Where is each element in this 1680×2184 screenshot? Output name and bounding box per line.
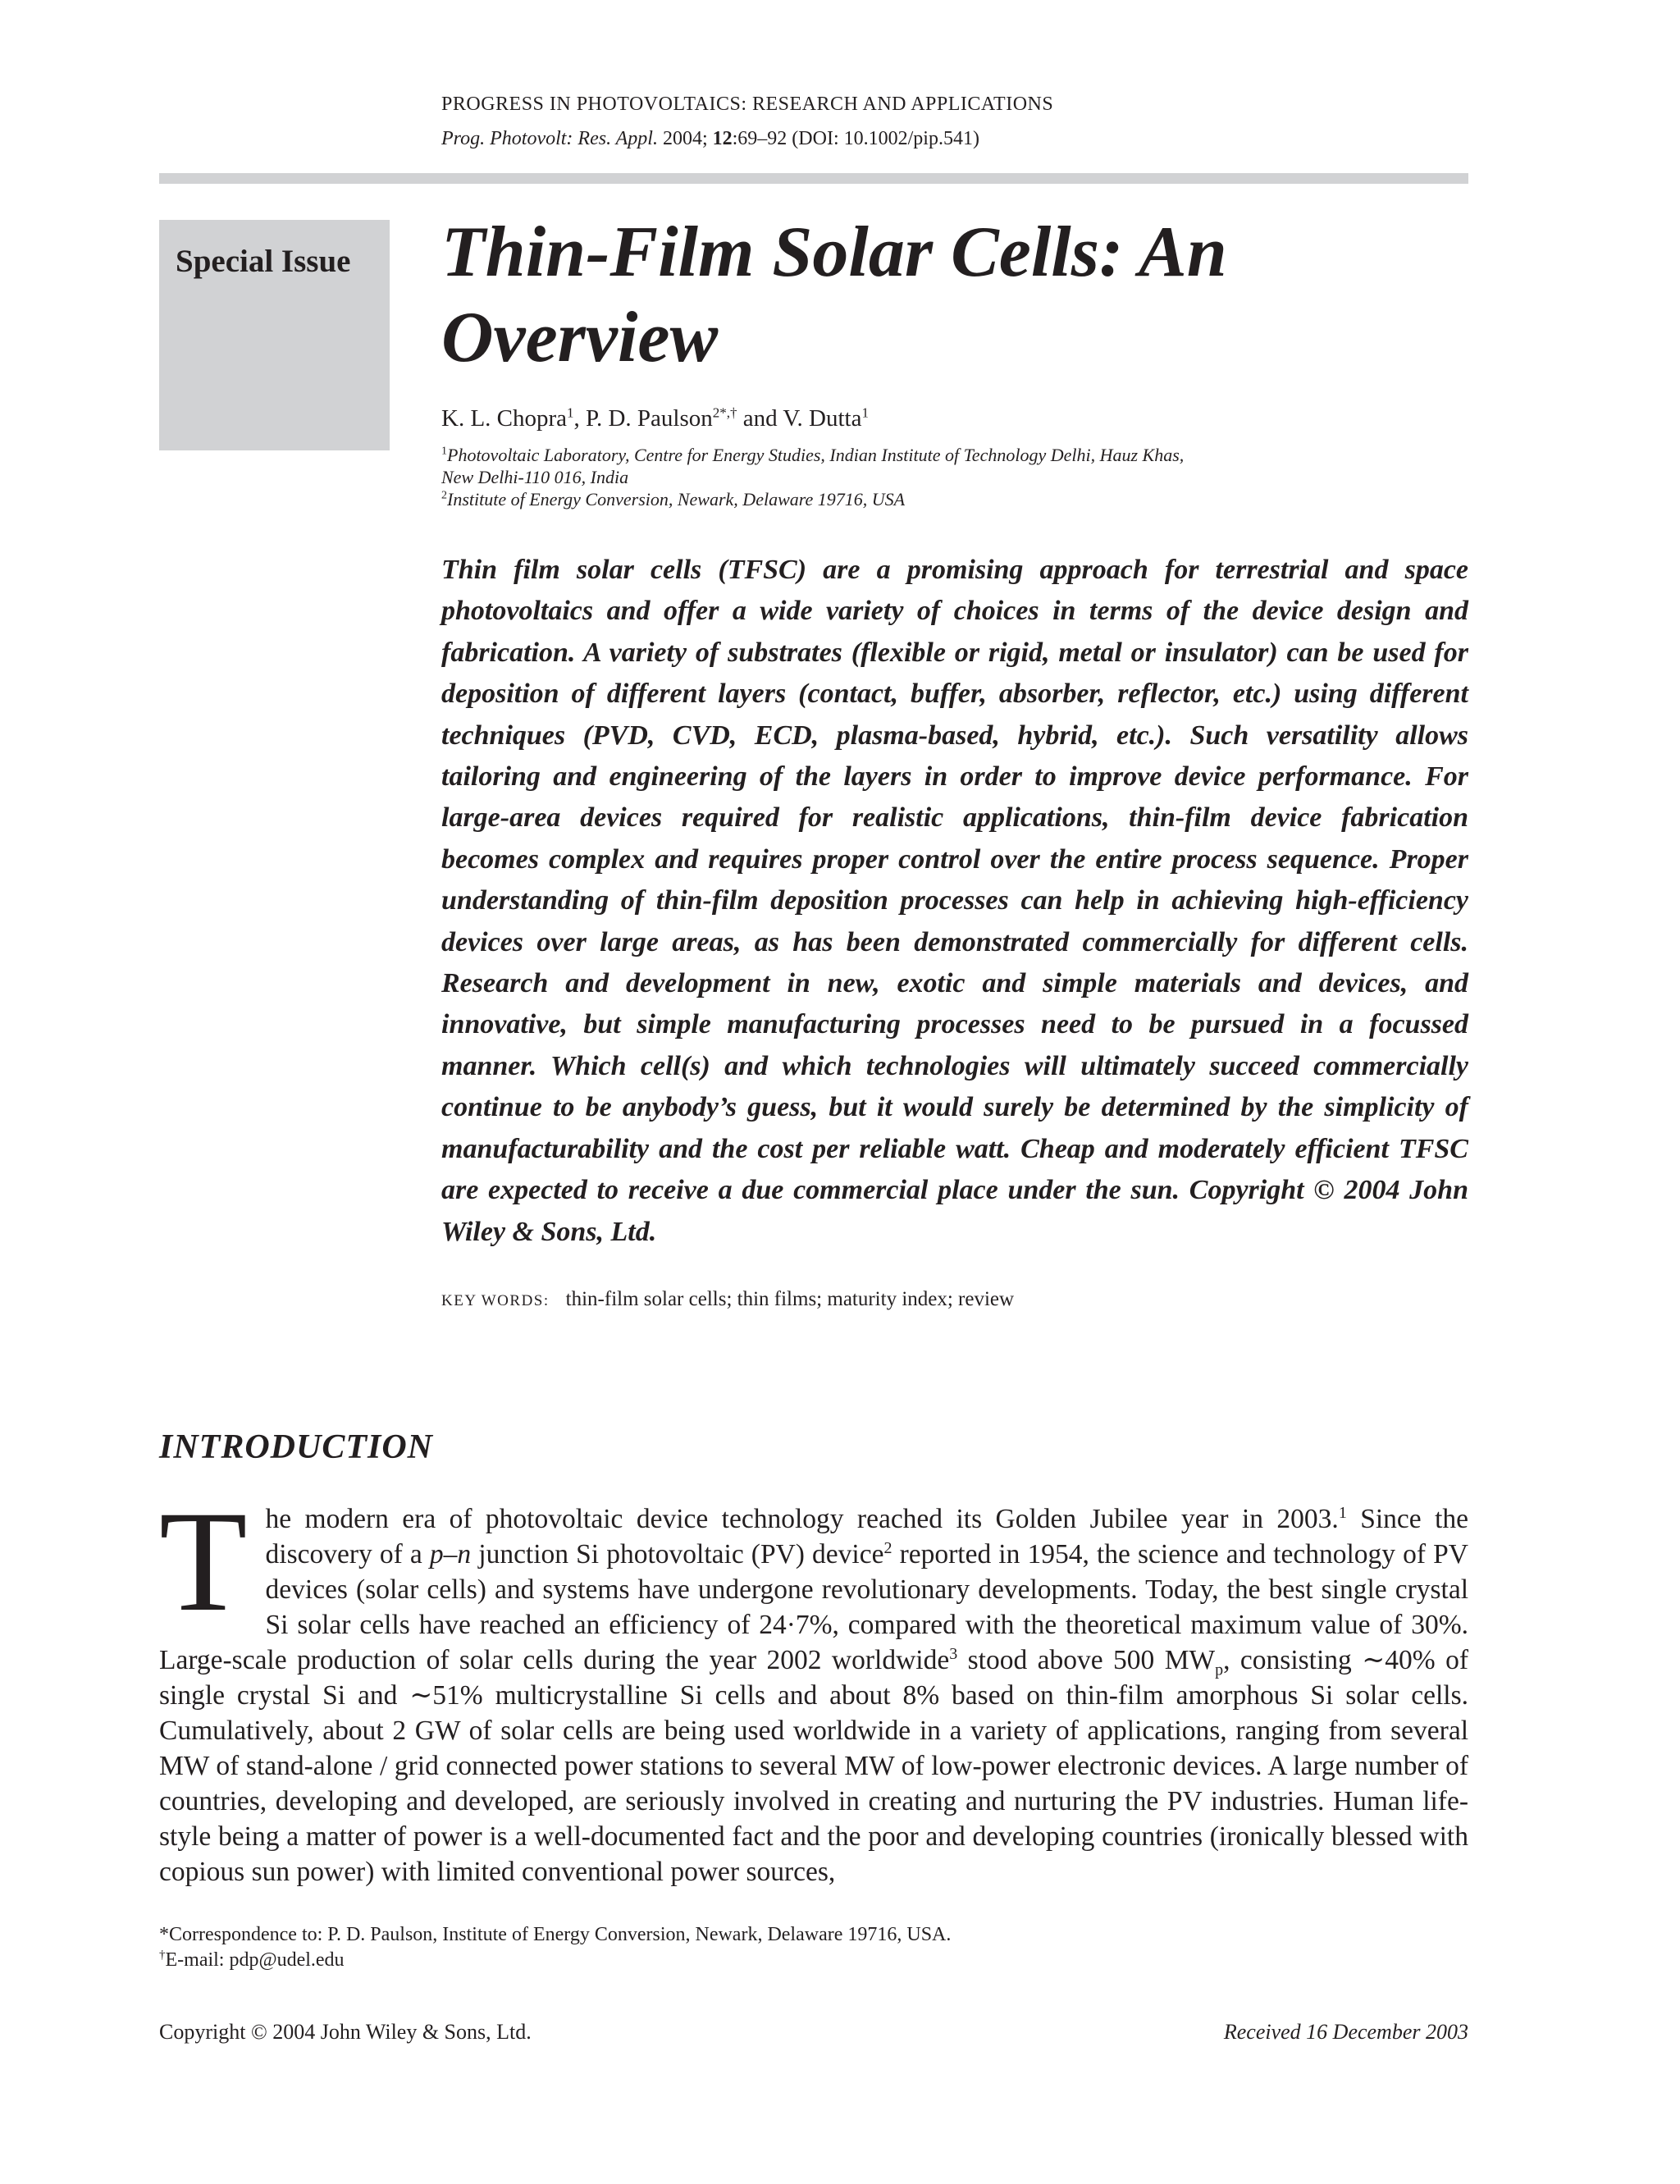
- footer-copyright: Copyright © 2004 John Wiley & Sons, Ltd.: [159, 2020, 532, 2044]
- citation-pages-doi: :69–92 (DOI: 10.1002/pip.541): [732, 128, 979, 149]
- reference-mark: 1: [1338, 1503, 1347, 1522]
- special-issue-box: [159, 220, 390, 450]
- citation-year: 2004;: [657, 128, 713, 149]
- citation-journal: Prog. Photovolt: Res. Appl.: [441, 128, 658, 149]
- drop-cap: T: [159, 1482, 248, 1642]
- section-heading: INTRODUCTION: [159, 1428, 434, 1466]
- received-date: Received 16 December 2003: [1223, 2020, 1468, 2044]
- reference-mark: 2: [883, 1538, 892, 1557]
- author-separator: and: [737, 405, 783, 432]
- affiliations: [441, 444, 1184, 510]
- intro-paragraph: The modern era of photovoltaic device technology reached its Golden Jubilee year in 2003.$^1$ Since the discovery of a p–n junction Si photovoltaic (PV) device$^2$ reported in 1954, the science and technology of PV devices (solar cells) and systems have undergone revolutionary developments. Today, the best single crystal Si solar cells have reached an efficiency of 24·7%, compared with the theoretical maximum value of 30%. Large-scale production of solar cells during the year 2002 worldwide$^3$ stood above 500 $MW_p$, consisting ∼40% of single crystal Si and ∼51% multicrystalline Si cells and about 8% based on thin-film amorphous Si solar cells. Cumulatively, about 2 GW of solar cells are being used worldwide in a variety of applications, ranging from several MW of stand-alone / grid connected power stations to several MW of low-power electronic devices. A large number of countries, developing and developed, are seriously involved in creating and nurturing the PV industries. Human life-style being a matter of power is a well-documented fact and the poor and developing countries (ironically blessed with copious sun power) with limited conventional power sources,: [159, 1482, 1469, 1887]
- keywords-label: KEY WORDS:: [441, 1292, 550, 1309]
- special-issue-label: Special Issue: [176, 244, 351, 279]
- author-separator: ,: [573, 405, 587, 432]
- email-footnote: †E-mail: pdp@udel.edu: [159, 1949, 345, 1971]
- keywords-list: thin-film solar cells; thin films; maturity index; review: [565, 1288, 1015, 1310]
- author-name: K. L. Chopra: [441, 405, 568, 432]
- author-affiliation-mark: 1: [567, 404, 574, 421]
- keywords: [441, 1288, 1014, 1311]
- journal-citation: [441, 128, 979, 150]
- article-title: Thin-Film Solar Cells: An Overview: [441, 212, 1227, 377]
- correspondence-footnote: *Correspondence to: P. D. Paulson, Institute of Energy Conversion, Newark, Delaware 19716, USA.: [159, 1924, 952, 1945]
- citation-volume: 12: [712, 128, 733, 149]
- affiliation-line: $^1$Photovoltaic Laboratory, Centre for Energy Studies, Indian Institute of Technology Delhi, Hauz Khas,: [441, 445, 1185, 465]
- author-name: P. D. Paulson: [586, 405, 713, 432]
- abstract: Thin film solar cells (TFSC) are a promising approach for terrestrial and space photovoltaics and offer a wide variety of choices in terms of the device design and fabrication. A variety of substrates (flexible or rigid, metal or insulator) can be used for deposition of different layers (contact, buffer, absorber, reflector, etc.) using different techniques (PVD, CVD, ECD, plasma-based, hybrid, etc.). Such versatility allows tailoring and engineering of the layers in order to improve device performance. For large-area devices required for realistic applications, thin-film device fabrication becomes complex and requires proper control over the entire process sequence. Proper understanding of thin-film deposition processes can help in achieving high-efficiency devices over large areas, as has been demonstrated commercially for different cells. Research and development in new, exotic and simple materials and devices, and innovative, but simple manufacturing processes need to be pursued in a focussed manner. Which cell(s) and which technologies will ultimately succeed commercially continue to be anybody’s guess, but it would surely be determined by the simplicity of manufacturability and the cost per reliable watt. Cheap and moderately efficient TFSC are expected to receive a due commercial place under the sun. Copyright © 2004 John Wiley & Sons, Ltd.: [441, 555, 1468, 1247]
- affiliation-line: $^2$Institute of Energy Conversion, Newark, Delaware 19716, USA: [441, 489, 906, 509]
- affiliation-line: New Delhi-110 016, India: [441, 467, 629, 487]
- reference-mark: 3: [949, 1644, 958, 1663]
- header-rule: [159, 173, 1468, 184]
- journal-name: PROGRESS IN PHOTOVOLTAICS: RESEARCH AND APPLICATIONS: [441, 94, 1054, 115]
- author-affiliation-mark: 2*,†: [712, 404, 737, 421]
- author-list: [441, 405, 869, 432]
- author-name: V. Dutta: [783, 405, 862, 432]
- author-affiliation-mark: 1: [861, 404, 869, 421]
